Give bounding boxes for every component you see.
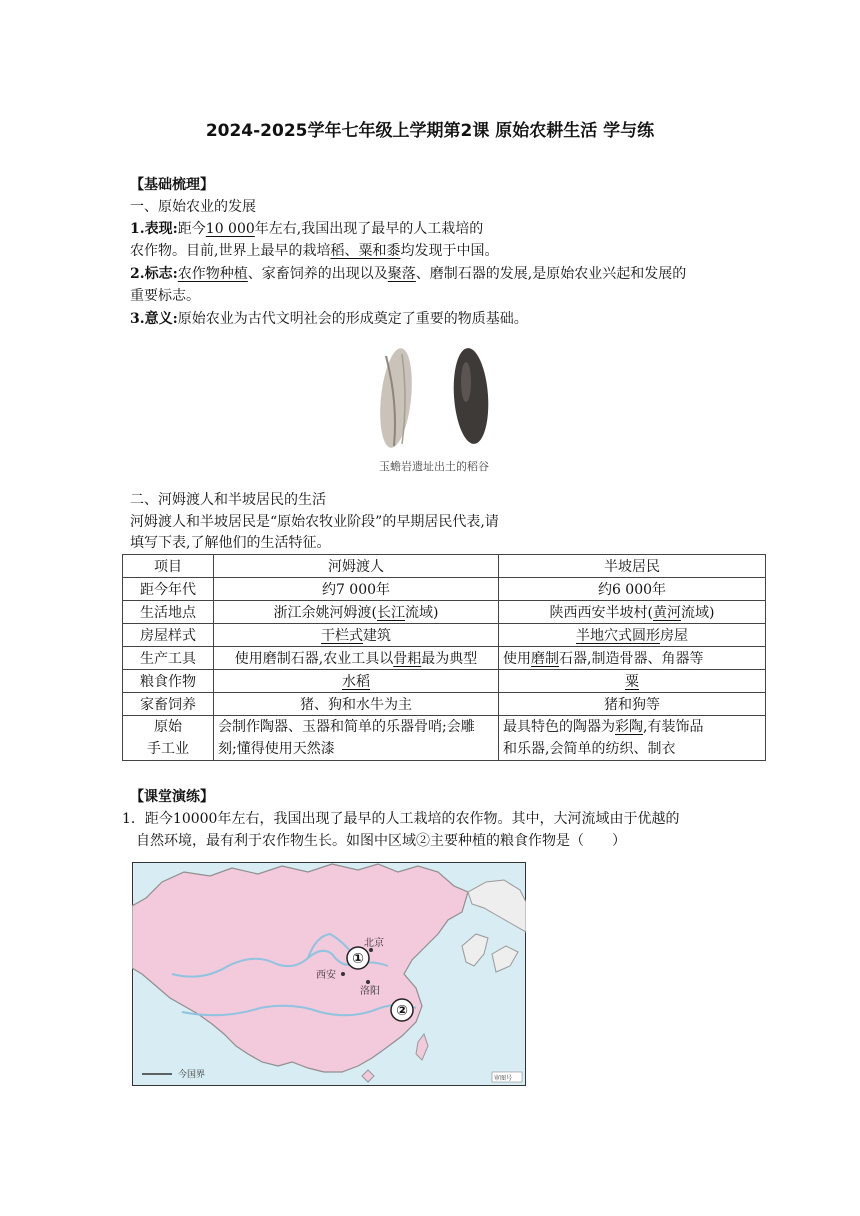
section2-intro1: 河姆渡人和半坡居民是“原始农牧业阶段”的早期居民代表,请 bbox=[130, 514, 499, 530]
page-title: 2024-2025学年七年级上学期第2课 原始农耕生活 学与练 bbox=[205, 121, 655, 141]
section2-intro2: 填写下表,了解他们的生活特征。 bbox=[130, 535, 331, 551]
table-row bbox=[123, 693, 766, 716]
map-legend-border: 今国界 bbox=[178, 1070, 206, 1080]
point1-line2: 农作物。目前,世界上最早的栽培稻、粟和黍均发现于中国。 bbox=[130, 243, 499, 259]
table-row bbox=[123, 601, 766, 624]
section1-heading: 一、原始农业的发展 bbox=[130, 199, 256, 215]
row-label: 原始 手工业 bbox=[123, 716, 214, 761]
row-label: 距今年代 bbox=[123, 578, 214, 601]
section2-heading: 二、河姆渡人和半坡居民的生活 bbox=[130, 492, 326, 508]
table-header: 项目 bbox=[123, 555, 214, 578]
map-stamp: 审图号 bbox=[494, 1075, 513, 1082]
table-cell: 使用磨制石器,农业工具以骨耜最为典型 bbox=[214, 647, 499, 670]
map-region-1: ① bbox=[352, 951, 364, 967]
table-cell: 浙江余姚河姆渡(长江流域) bbox=[214, 601, 499, 624]
map-label-xian: 西安 bbox=[316, 970, 336, 981]
table-row bbox=[123, 716, 766, 761]
image-caption: 玉蟾岩遗址出土的稻谷 bbox=[379, 460, 489, 473]
table-cell: 水稻 bbox=[214, 670, 499, 693]
row-label: 生活地点 bbox=[123, 601, 214, 624]
table-header: 河姆渡人 bbox=[214, 555, 499, 578]
table-cell: 猪、狗和水牛为主 bbox=[214, 693, 499, 716]
table-header-row bbox=[123, 555, 766, 578]
table-cell: 使用磨制石器,制造骨器、角器等 bbox=[499, 647, 766, 670]
table-cell: 干栏式建筑 bbox=[214, 624, 499, 647]
point2-line1: 2.标志:农作物种植、家畜饲养的出现以及聚落、磨制石器的发展,是原始农业兴起和发展的 bbox=[130, 266, 687, 282]
table-cell: 最具特色的陶器为彩陶,有装饰品 和乐器,会简单的纺织、制衣 bbox=[499, 716, 766, 761]
row-label: 家畜饲养 bbox=[123, 693, 214, 716]
table-cell: 约6 000年 bbox=[499, 578, 766, 601]
table-header: 半坡居民 bbox=[499, 555, 766, 578]
question1-line1: 1．距今10000年左右，我国出现了最早的人工栽培的农作物。其中，大河流域由于优越的 bbox=[122, 811, 680, 827]
map-label-beijing: 北京 bbox=[364, 938, 384, 949]
basics-heading: 【基础梳理】 bbox=[130, 177, 214, 193]
table-cell: 约7 000年 bbox=[214, 578, 499, 601]
row-label: 粮食作物 bbox=[123, 670, 214, 693]
comparison-table bbox=[122, 554, 766, 761]
table-cell: 粟 bbox=[499, 670, 766, 693]
china-map bbox=[132, 862, 526, 1086]
practice-heading: 【课堂演练】 bbox=[130, 789, 214, 805]
map-region-2: ② bbox=[396, 1003, 408, 1019]
point1-line1: 1.表现:距今10 000年左右,我国出现了最早的人工栽培的 bbox=[130, 221, 484, 237]
row-label: 房屋样式 bbox=[123, 624, 214, 647]
row-label: 生产工具 bbox=[123, 647, 214, 670]
map-label-luoyang: 洛阳 bbox=[360, 986, 380, 997]
table-cell: 会制作陶器、玉器和简单的乐器骨哨;会雕 刻;懂得使用天然漆 bbox=[214, 716, 499, 761]
question1-line2: 自然环境，最有利于农作物生长。如图中区域②主要种植的粮食作物是（ ） bbox=[136, 833, 626, 849]
table-row bbox=[123, 578, 766, 601]
table-cell: 陕西西安半坡村(黄河流域) bbox=[499, 601, 766, 624]
table-row bbox=[123, 647, 766, 670]
table-row bbox=[123, 670, 766, 693]
table-cell: 猪和狗等 bbox=[499, 693, 766, 716]
table-row bbox=[123, 624, 766, 647]
point3-line: 3.意义:原始农业为古代文明社会的形成奠定了重要的物质基础。 bbox=[130, 311, 528, 327]
table-cell: 半地穴式圆形房屋 bbox=[499, 624, 766, 647]
point2-line2: 重要标志。 bbox=[130, 288, 200, 304]
